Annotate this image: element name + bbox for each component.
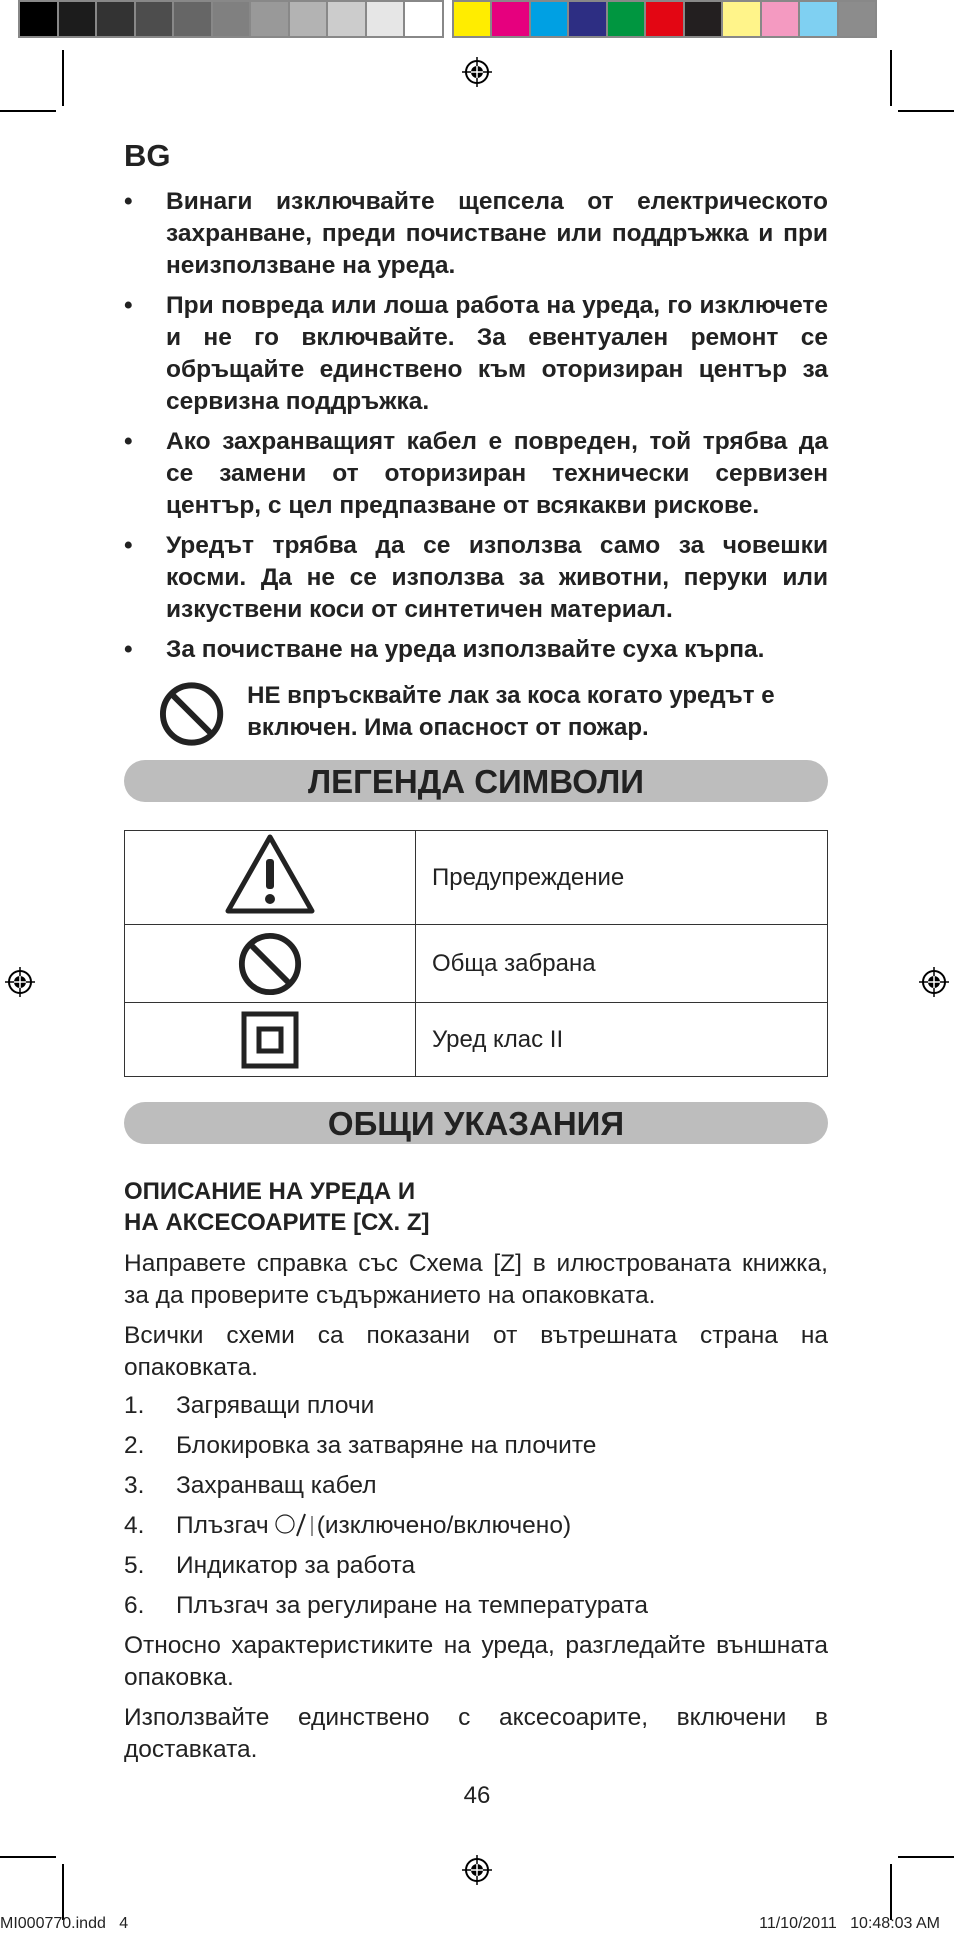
color-swatch xyxy=(249,0,290,38)
general-section-title: ОБЩИ УКАЗАНИЯ xyxy=(124,1102,828,1144)
prohibition-icon xyxy=(158,680,225,748)
list-item: 1. Загряващи плочи xyxy=(124,1392,375,1419)
parts-list xyxy=(124,1390,828,1630)
registration-mark-icon xyxy=(461,1854,493,1886)
color-swatch xyxy=(365,0,406,38)
table-row xyxy=(125,831,828,925)
list-item: 3. Захранващ кабел xyxy=(124,1472,377,1499)
safety-bullet: • Винаги изключвайте щепсела от електрическото захранване, преди почистване или поддръжка и при неизползване на уреда. xyxy=(124,186,828,282)
footer-filename: MI000770.indd 4 xyxy=(0,1915,129,1932)
safety-bullet: • Ако захранващият кабел е повреден, той трябва да се замени от оторизиран технически сервизен център, с цел предпазване от всякакви рискове. xyxy=(124,426,828,522)
color-swatches xyxy=(452,0,876,44)
color-swatch xyxy=(57,0,98,38)
prohibition-icon xyxy=(237,931,303,997)
legend-label: Предупреждение xyxy=(416,831,828,925)
color-swatch xyxy=(18,0,59,38)
page-number: 46 xyxy=(463,1782,491,1809)
registration-mark-icon xyxy=(4,966,36,998)
crop-mark xyxy=(0,1856,56,1858)
legend-label: Уред клас II xyxy=(416,1003,828,1077)
color-swatch xyxy=(760,0,801,38)
crop-mark xyxy=(62,50,64,106)
crop-mark xyxy=(898,1856,954,1858)
crop-mark xyxy=(0,110,56,112)
crop-mark xyxy=(898,110,954,112)
table-row xyxy=(125,1003,828,1077)
list-item: 2. Блокировка за затваряне на плочите xyxy=(124,1432,597,1459)
crop-mark xyxy=(62,1864,64,1920)
color-swatch xyxy=(490,0,531,38)
list-item: 5. Индикатор за работа xyxy=(124,1552,416,1579)
color-swatch xyxy=(288,0,329,38)
legend-label: Обща забрана xyxy=(416,925,828,1003)
color-swatch xyxy=(721,0,762,38)
crop-mark xyxy=(890,1864,892,1920)
color-swatch xyxy=(683,0,724,38)
class-ii-icon xyxy=(241,1011,299,1069)
color-swatch xyxy=(606,0,647,38)
crop-mark xyxy=(890,50,892,106)
color-swatch xyxy=(567,0,608,38)
warning-text: НЕ впръсквайте лак за коса когато уредът е включен. Има опасност от пожар. xyxy=(247,682,775,741)
color-swatch xyxy=(798,0,839,38)
paragraph: Относно характеристиките на уреда, разгледайте външната опаковка. xyxy=(124,1632,828,1691)
color-swatch xyxy=(452,0,493,38)
legend-section-title: ЛЕГЕНДА СИМВОЛИ xyxy=(124,760,828,802)
color-swatch xyxy=(134,0,175,38)
hairspray-warning xyxy=(158,680,828,748)
color-swatch xyxy=(172,0,213,38)
paragraph: Използвайте единствено с аксесоарите, включени в доставката. xyxy=(124,1704,828,1763)
safety-bullet: • Уредът трябва да се използва само за човешки косми. Да не се използва за животни, перуки или изкуствени коси от синтетичен материал. xyxy=(124,530,828,626)
table-row xyxy=(125,925,828,1003)
safety-bullet: • За почистване на уреда използвайте суха кърпа. xyxy=(124,634,828,666)
paragraph: Направете справка със Схема [Z] в илюстрованата книжка, за да проверите съдържанието на опаковката. xyxy=(124,1250,828,1309)
gray-swatches xyxy=(18,0,442,44)
list-item: 4. Плъзгач (изключено/включено) xyxy=(124,1512,572,1539)
color-swatch xyxy=(529,0,570,38)
color-swatch xyxy=(644,0,685,38)
paragraph: Всички схеми са показани от вътрешната страна на опаковката. xyxy=(124,1322,828,1381)
print-color-bar xyxy=(18,0,875,44)
color-swatch xyxy=(837,0,878,38)
color-swatch xyxy=(95,0,136,38)
subsection-heading: ОПИСАНИЕ НА УРЕДА И НА АКСЕСОАРИТЕ [СХ. Z] xyxy=(124,1178,430,1236)
color-swatch xyxy=(211,0,252,38)
safety-bullet-list xyxy=(124,186,828,674)
language-code: BG xyxy=(124,138,171,173)
color-swatch xyxy=(403,0,444,38)
list-item: 6. Плъзгач за регулиране на температурата xyxy=(124,1592,649,1619)
registration-mark-icon xyxy=(461,56,493,88)
off-on-symbol-icon xyxy=(275,1512,315,1540)
symbol-legend-table xyxy=(124,830,828,1077)
registration-mark-icon xyxy=(918,966,950,998)
footer-timestamp: 11/10/2011 10:48:03 AM xyxy=(759,1915,940,1932)
safety-bullet: • При повреда или лоша работа на уреда, го изключете и не го включвайте. За евентуален ремонт се обръщайте единствено към оторизиран център за сервизна поддръжка. xyxy=(124,290,828,418)
color-swatch xyxy=(326,0,367,38)
warning-triangle-icon xyxy=(222,831,318,917)
